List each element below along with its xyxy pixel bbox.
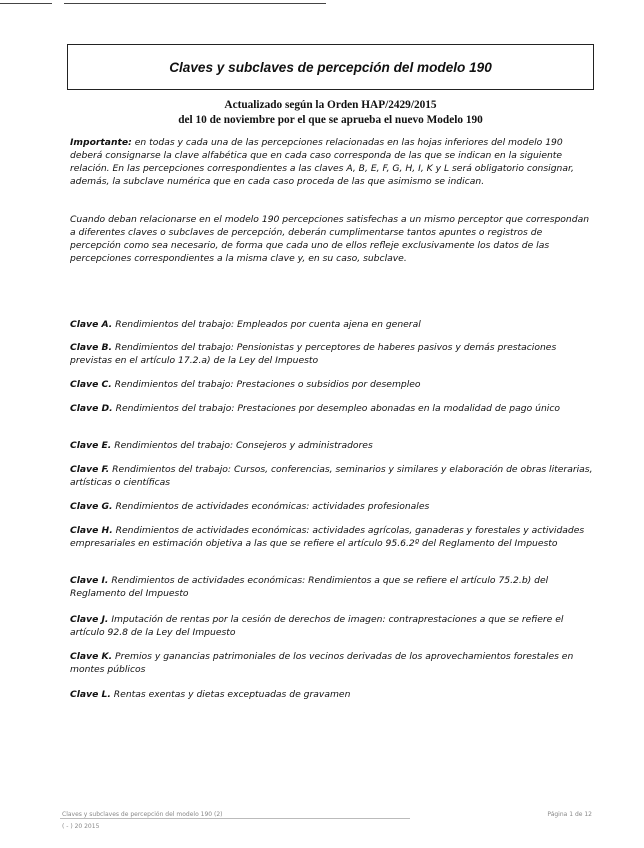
clave-d [70,402,594,415]
paragraph-2: Cuando deban relacionarse en el modelo 190 percepciones satisfechas a un mismo perceptor que correspondan a diferentes claves o subclaves de percepción, deberán cumplimentarse tantos apuntes o registros de percepción como sea necesario, de forma que cada uno de ellos refleje exclusivamente los datos de las percepciones correspondientes a la misma clave y, en su caso, subclave. [70,214,590,264]
clave-h [70,524,594,550]
clave-text: Rendimientos de actividades económicas: Rendimientos a que se refiere el artículo 75.2.b) del Reglamento del Impuesto [70,575,549,599]
clave-text: Rendimientos del trabajo: Empleados por cuenta ajena en general [115,319,421,330]
clave-text: Premios y ganancias patrimoniales de los vecinos derivadas de los aprovechamientos forestales en montes públicos [70,651,574,675]
clave-e [70,439,594,452]
clave-key: Clave B. [70,342,113,353]
top-rule-right [64,3,326,4]
footer-left-line1: Claves y subclaves de percepción del modelo 190 (2) [62,811,223,818]
clave-g [70,500,594,513]
clave-l [70,688,594,701]
clave-text: Rendimientos de actividades económicas: actividades agrícolas, ganaderas y forestales y actividades empresariales en estimación objetiva a las que se refiere el artículo 95.6.2º del Reglamento del Impuesto [70,525,585,549]
clave-text: Rendimientos del trabajo: Consejeros y administradores [114,440,373,451]
document-title: Claves y subclaves de percepción del modelo 190 [169,59,492,75]
clave-i [70,574,594,600]
important-text: en todas y cada una de las percepciones relacionadas en las hojas inferiores del modelo 190 deberá consignarse la clave alfabética que en cada caso corresponda de las que se indican en la siguiente relación. En las percepciones correspondientes a las claves A, B, E, F, G, H, I, K y L será obligatorio consignar, además, la subclave numérica que en cada caso proceda de las que asimismo se indican. [70,137,574,187]
clave-text: Rendimientos del trabajo: Prestaciones por desempleo abonadas en la modalidad de pago único [115,403,560,414]
footer-left-line2: ( - ) 20 2015 [62,823,100,830]
clave-f [70,463,594,489]
clave-key: Clave D. [70,403,113,414]
title-box [67,44,594,90]
clave-text: Rendimientos del trabajo: Pensionistas y perceptores de haberes pasivos y demás prestaciones previstas en el artículo 17.2.a) de la Ley del Impuesto [70,342,557,366]
top-rule-left [0,3,52,4]
clave-j [70,613,594,639]
clave-key: Clave H. [70,525,113,536]
clave-key: Clave E. [70,440,112,451]
clave-a [70,318,594,331]
subtitle-line2: del 10 de noviembre por el que se aprueba el nuevo Modelo 190 [178,114,483,126]
clave-b [70,341,594,367]
clave-text: Rendimientos del trabajo: Cursos, conferencias, seminarios y similares y elaboración de obras literarias, artísticas o científicas [70,464,593,488]
footer-page-number: Página 1 de 12 [547,811,592,818]
clave-key: Clave J. [70,614,109,625]
clave-key: Clave I. [70,575,109,586]
subtitle-line1: Actualizado según la Orden HAP/2429/2015 [224,99,437,111]
clave-key: Clave K. [70,651,113,662]
footer-rule [60,818,410,819]
clave-key: Clave A. [70,319,113,330]
clave-key: Clave F. [70,464,110,475]
clave-text: Rendimientos del trabajo: Prestaciones o subsidios por desempleo [114,379,421,390]
clave-key: Clave C. [70,379,112,390]
clave-c [70,378,594,391]
clave-text: Rentas exentas y dietas exceptuadas de gravamen [113,689,351,700]
clave-k [70,650,594,676]
clave-text: Rendimientos de actividades económicas: actividades profesionales [115,501,430,512]
important-label: Importante: [70,137,132,148]
clave-key: Clave G. [70,501,113,512]
important-paragraph [70,136,594,188]
clave-text: Imputación de rentas por la cesión de derechos de imagen: contraprestaciones a que se refiere el artículo 92.8 de la Ley del Impuesto [70,614,564,638]
clave-key: Clave L. [70,689,111,700]
